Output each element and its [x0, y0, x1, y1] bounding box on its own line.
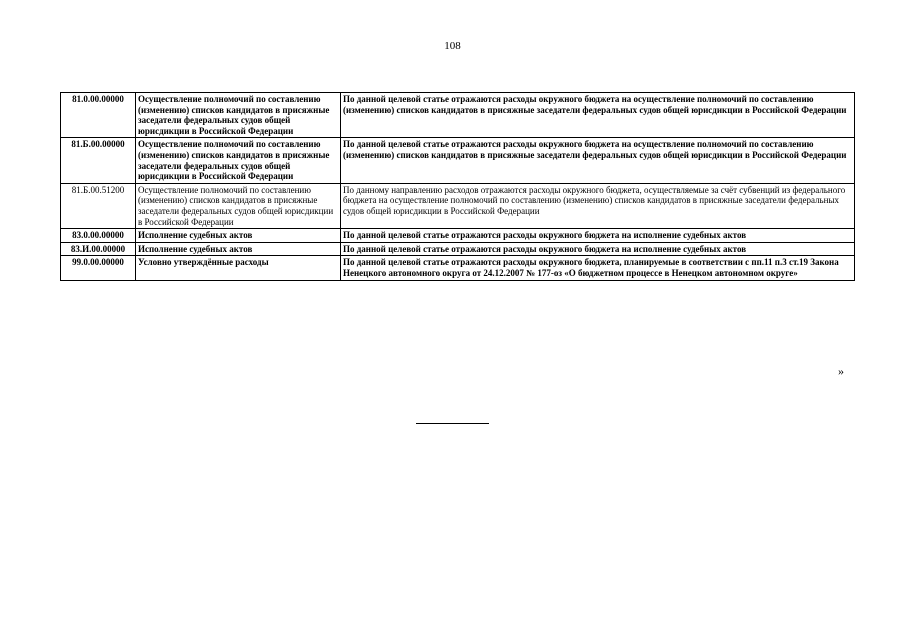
- table-row: [61, 229, 855, 243]
- row-code: 99.0.00.00000: [61, 256, 136, 280]
- budget-classification-table: [60, 92, 855, 281]
- row-name: Осуществление полномочий по составлению (изменению) списков кандидатов в присяжные заседатели федеральных судов общей юрисдикции в Российской Федерации: [136, 183, 341, 228]
- row-description: По данной целевой статье отражаются расходы окружного бюджета на исполнение судебных актов: [341, 229, 855, 243]
- row-description: По данной целевой статье отражаются расходы окружного бюджета на осуществление полномочий по составлению (изменению) списков кандидатов в присяжные заседатели федеральных судов общей юрисдикции в Российской Федерации: [341, 138, 855, 183]
- table-row: [61, 242, 855, 256]
- table-row: [61, 183, 855, 228]
- row-name: Осуществление полномочий по составлению (изменению) списков кандидатов в присяжные заседатели федеральных судов общей юрисдикции в Российской Федерации: [136, 93, 341, 138]
- row-name: Исполнение судебных актов: [136, 242, 341, 256]
- row-code: 83.0.00.00000: [61, 229, 136, 243]
- page-number: 108: [444, 40, 461, 52]
- table-row: [61, 256, 855, 280]
- row-description: По данному направлению расходов отражаются расходы окружного бюджета, осуществляемые за счёт субвенций из федерального бюджета на осуществление полномочий по составлению (изменению) списков кандидатов в присяжные заседатели федеральных судов общей юрисдикции в Российской Федерации: [341, 183, 855, 228]
- row-name: Условно утверждённые расходы: [136, 256, 341, 280]
- row-description: По данной целевой статье отражаются расходы окружного бюджета на осуществление полномочий по составлению (изменению) списков кандидатов в присяжные заседатели федеральных судов общей юрисдикции в Российской Федерации: [341, 93, 855, 138]
- row-description: По данной целевой статье отражаются расходы окружного бюджета, планируемые в соответствии с пп.11 п.3 ст.19 Закона Ненецкого автономного округа от 24.12.2007 № 177-оз «О бюджетном процессе в Ненецком автономном округе»: [341, 256, 855, 280]
- row-code: 81.Б.00.51200: [61, 183, 136, 228]
- row-code: 81.0.00.00000: [61, 93, 136, 138]
- table-row: [61, 138, 855, 183]
- table-row: [61, 93, 855, 138]
- row-name: Исполнение судебных актов: [136, 229, 341, 243]
- footer-separator-line: [416, 423, 489, 424]
- row-name: Осуществление полномочий по составлению (изменению) списков кандидатов в присяжные заседатели федеральных судов общей юрисдикции в Российской Федерации: [136, 138, 341, 183]
- row-code: 81.Б.00.00000: [61, 138, 136, 183]
- closing-quote: »: [838, 364, 844, 378]
- row-description: По данной целевой статье отражаются расходы окружного бюджета на исполнение судебных актов: [341, 242, 855, 256]
- row-code: 83.И.00.00000: [61, 242, 136, 256]
